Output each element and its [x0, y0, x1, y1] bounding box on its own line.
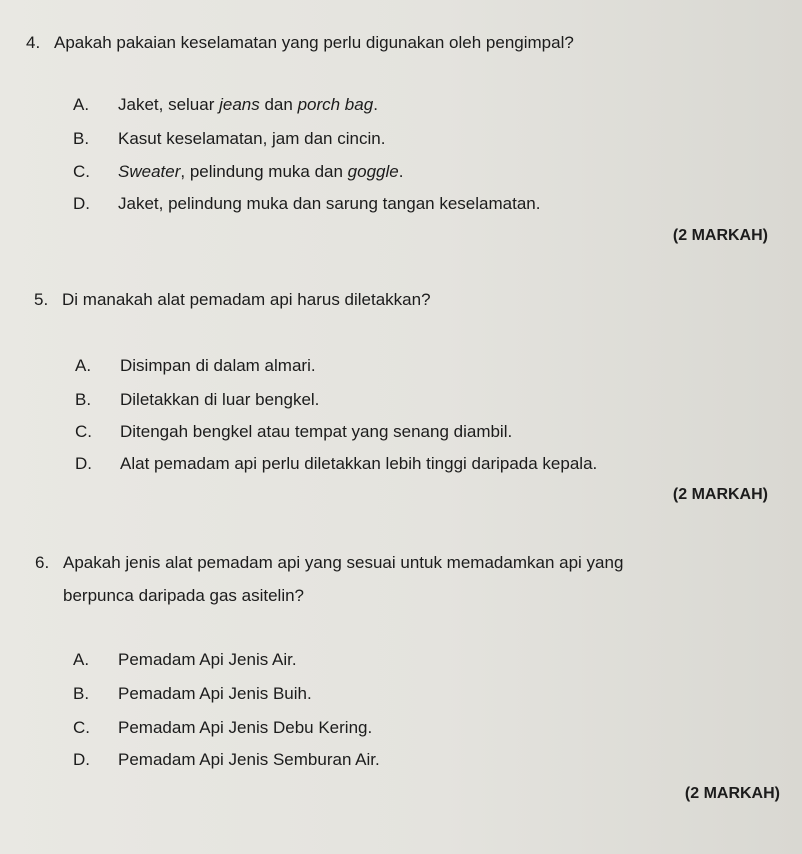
option-text-part: .	[398, 162, 404, 181]
option-text: Pemadam Api Jenis Air.	[118, 650, 297, 669]
option-letter: B.	[73, 129, 90, 148]
option-text: Jaket, pelindung muka dan sarung tangan keselamatan.	[118, 194, 541, 213]
option-text-italic: goggle	[347, 162, 399, 181]
marks-label: (2 MARKAH)	[672, 227, 768, 244]
option-5d	[75, 454, 597, 474]
question-number: 4.	[26, 33, 41, 52]
option-text: Pemadam Api Jenis Debu Kering.	[118, 718, 373, 737]
option-6b	[73, 684, 312, 704]
question-6	[35, 553, 623, 573]
option-text: Diletakkan di luar bengkel.	[120, 390, 320, 409]
option-letter: D.	[75, 454, 92, 473]
marks-label: (2 MARKAH)	[684, 785, 780, 802]
option-text: Disimpan di dalam almari.	[120, 356, 316, 375]
option-letter: A.	[73, 95, 90, 114]
option-text: Alat pemadam api perlu diletakkan lebih tinggi daripada kepala.	[120, 454, 598, 473]
option-4b	[73, 129, 385, 149]
question-6-line2: berpunca daripada gas asitelin?	[63, 586, 305, 605]
option-5c	[75, 422, 512, 442]
option-text: Pemadam Api Jenis Buih.	[118, 684, 312, 703]
option-letter: A.	[75, 356, 92, 375]
option-text-part: .	[373, 95, 378, 114]
option-4c	[73, 162, 403, 182]
question-text: Apakah jenis alat pemadam api yang sesuai untuk memadamkan api yang	[63, 553, 624, 572]
option-4a	[73, 95, 378, 115]
option-text-italic: jeans	[219, 95, 260, 114]
option-text-part: Jaket, seluar	[118, 95, 220, 114]
option-5a	[75, 356, 316, 376]
marks-label: (2 MARKAH)	[672, 486, 768, 503]
option-text-italic: porch bag	[297, 95, 374, 114]
question-text: Di manakah alat pemadam api harus diletakkan?	[62, 290, 431, 309]
option-4d	[73, 194, 540, 214]
question-4	[26, 33, 574, 53]
option-5b	[75, 390, 319, 410]
option-letter: D.	[73, 194, 90, 213]
option-text-part: dan	[259, 95, 298, 114]
option-letter: B.	[73, 684, 90, 703]
question-number: 6.	[35, 553, 50, 572]
option-text-part: , pelindung muka dan	[180, 162, 348, 181]
question-5	[34, 290, 431, 310]
option-text-italic: Sweater	[118, 162, 181, 181]
option-letter: C.	[75, 422, 92, 441]
option-text: Pemadam Api Jenis Semburan Air.	[118, 750, 380, 769]
option-letter: A.	[73, 650, 90, 669]
option-text: Ditengah bengkel atau tempat yang senang diambil.	[120, 422, 513, 441]
question-text: Apakah pakaian keselamatan yang perlu digunakan oleh pengimpal?	[54, 33, 574, 52]
option-letter: C.	[73, 162, 90, 181]
option-letter: D.	[73, 750, 90, 769]
option-letter: B.	[75, 390, 92, 409]
option-letter: C.	[73, 718, 90, 737]
option-text: Kasut keselamatan, jam dan cincin.	[118, 129, 386, 148]
option-6d	[73, 750, 380, 770]
question-number: 5.	[34, 290, 49, 309]
option-6c	[73, 718, 372, 738]
option-6a	[73, 650, 297, 670]
